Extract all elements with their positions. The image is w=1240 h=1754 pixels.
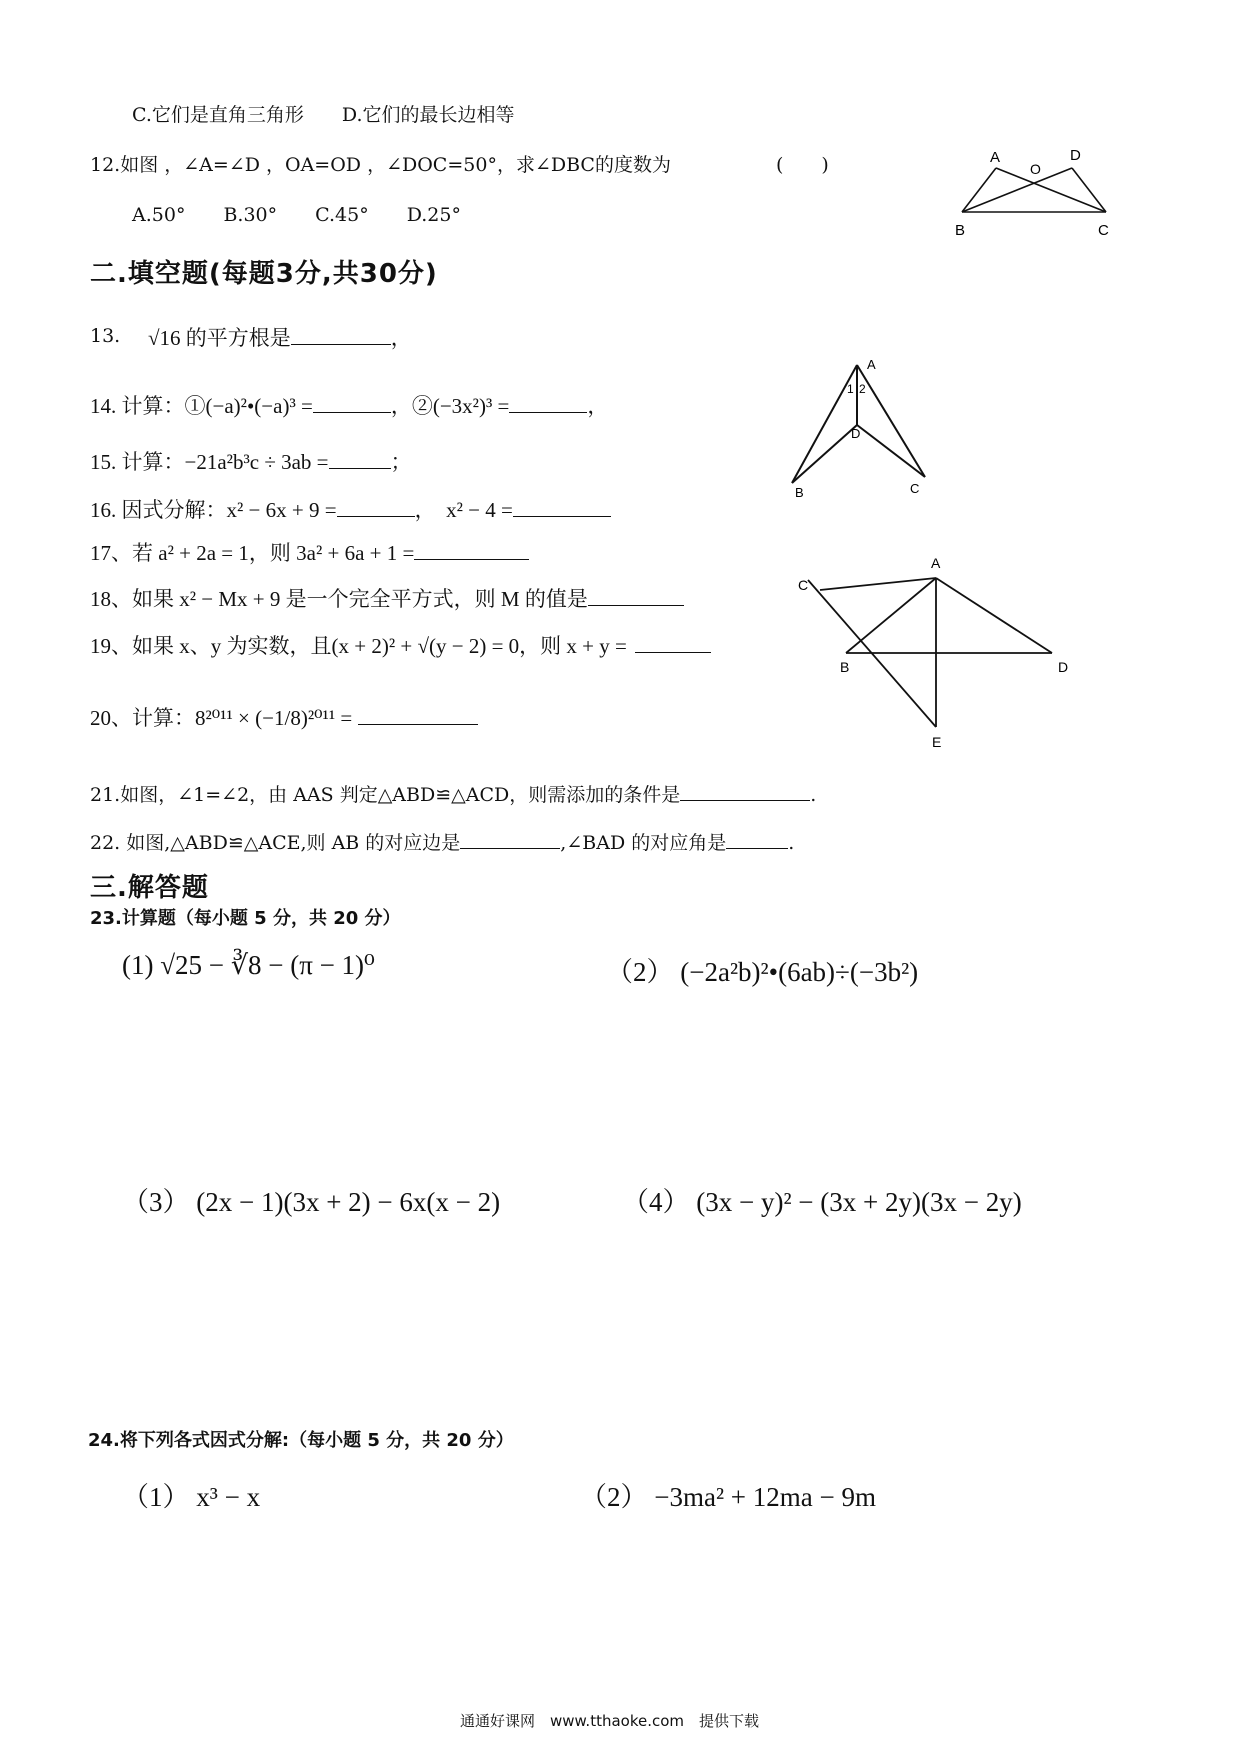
q19-blank[interactable] [635,632,711,653]
q13 [148,322,412,352]
q22-label-c: C [798,577,809,593]
q24-title: 24.将下列各式因式分解:（每小题 5 分，共 20 分） [88,1430,514,1451]
q20-prefix: 20、计算：8²⁰¹¹ × (−1/8)²⁰¹¹ = [90,706,353,730]
q13-expr: √16 的平方根是 [148,326,291,350]
section-3-title: 三.解答题 [90,873,209,903]
q24-part-1: （1） x³ − x [122,1482,261,1512]
q12-stem: 12.如图 ，∠A=∠D ，OA=OD ，∠DOC=50°，求∠DBC的度数为 [90,154,671,176]
q18-blank[interactable] [588,585,684,606]
q17-prefix: 17、若 a² + 2a = 1，则 3a² + 6a + 1 = [90,541,415,565]
q22-label-d: D [1058,659,1069,675]
q14 [90,390,608,420]
q12-paren: ( ) [776,154,829,176]
q14-mid: ，②(−3x²)³ = [390,394,510,418]
q18-prefix: 18、如果 x² − Mx + 9 是一个完全平方式，则 M 的值是 [90,587,588,611]
q21-end: . [810,784,817,806]
q18 [90,583,684,613]
q23-part-3: （3） (2x − 1)(3x + 2) − 6x(x − 2) [122,1187,501,1217]
q14-blank-2[interactable] [509,392,587,413]
q21-figure [780,355,950,505]
q16-mid: ， x² − 4 = [414,498,513,522]
q22-mid: ,∠BAD 的对应角是 [560,832,727,854]
q15-blank[interactable] [329,448,391,469]
q12-label-o: O [1030,161,1041,177]
q21-label-a: A [867,357,876,372]
q21 [90,780,816,807]
q21-label-b: B [795,485,804,500]
q22 [90,828,794,855]
section-2-title: 二.填空题(每题3分,共30分) [90,259,438,289]
q13-end: ， [390,326,412,350]
q16-blank-2[interactable] [513,496,611,517]
q23-part-2: （2） (−2a²b)²•(6ab)÷(−3b²) [606,957,919,987]
q11-options: C.它们是直角三角形 D.它们的最长边相等 [132,104,515,126]
footer: 通通好课网 www.tthaoke.com 提供下载 [460,1712,760,1730]
q19 [90,630,711,660]
q12-label-d: D [1070,147,1081,164]
q20-blank[interactable] [358,704,478,725]
q22-label-b: B [840,659,850,675]
q14-prefix: 14. 计算：①(−a)²•(−a)³ = [90,394,313,418]
q21-label-2: 2 [859,382,866,396]
q21-blank[interactable] [680,780,810,801]
q17-blank[interactable] [414,539,529,560]
q22-blank-2[interactable] [726,828,788,849]
q12-figure [950,140,1130,240]
q21-label-1: 1 [847,382,854,396]
q12-label-b: B [955,222,966,239]
q12-options: A.50° B.30° C.45° D.25° [132,204,461,226]
q13-blank[interactable] [291,324,391,345]
q12-label-a: A [990,149,1001,166]
q23-part-4: （4） (3x − y)² − (3x + 2y)(3x − 2y) [622,1187,1022,1217]
q16 [90,494,611,524]
q23-title: 23.计算题（每小题 5 分，共 20 分） [90,908,401,929]
q14-end: ， [587,394,609,418]
q21-label-d: D [851,426,861,441]
q22-label-e: E [932,734,942,750]
q16-prefix: 16. 因式分解：x² − 6x + 9 = [90,498,337,522]
q15-prefix: 15. 计算：−21a²b³c ÷ 3ab = [90,450,329,474]
q20 [90,702,478,732]
q14-blank-1[interactable] [313,392,391,413]
q16-blank-1[interactable] [337,496,415,517]
q23-part-1: (1) √25 − ∛8 − (π − 1)⁰ [122,950,375,980]
q22-blank-1[interactable] [460,828,560,849]
q22-label-a: A [931,555,941,571]
q21-text: 21.如图，∠1=∠2，由 AAS 判定△ABD≌△ACD，则需添加的条件是 [90,784,681,806]
q22-end: . [788,832,795,854]
q19-prefix: 19、如果 x、y 为实数，且(x + 2)² + √(y − 2) = 0，则 x + y = [90,634,627,658]
q12-label-c: C [1098,222,1109,239]
q21-label-c: C [910,481,920,496]
q22-text: 22. 如图,△ABD≌△ACE,则 AB 的对应边是 [90,832,461,854]
q15-end: ； [390,450,412,474]
q17 [90,537,529,567]
q15 [90,446,412,476]
q22-figure [790,550,1080,750]
q24-part-2: （2） −3ma² + 12ma − 9m [580,1482,876,1512]
q13-number: 13. [90,325,121,347]
